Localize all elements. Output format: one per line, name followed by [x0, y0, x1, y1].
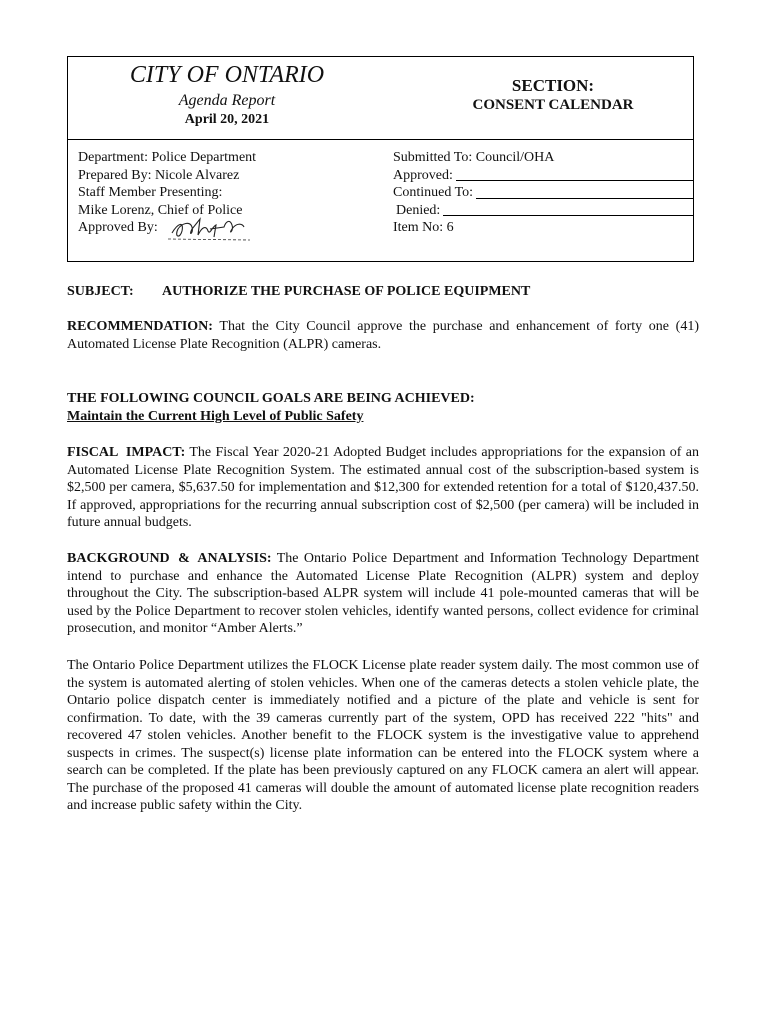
department-line: Department: Police Department [78, 150, 257, 165]
recommendation-paragraph [67, 318, 699, 353]
approved-by-row [78, 219, 378, 237]
denied-label: Denied: [396, 202, 441, 218]
approved-field [393, 167, 693, 185]
goal-item: Maintain the Current High Level of Public Safety [67, 408, 364, 424]
approved-by-line: Approved By: [78, 220, 158, 235]
recommendation-text: That the City Council approve the purchase and enhancement of forty one (41) Automated License Plate Recognition (ALPR) cameras. [67, 319, 699, 352]
section-label: SECTION: [511, 76, 595, 95]
denied-field [393, 202, 693, 220]
item-number: Item No: 6 [393, 220, 454, 235]
goals-heading: THE FOLLOWING COUNCIL GOALS ARE BEING ACHIEVED: [67, 391, 475, 406]
continued-to-label: Continued To: [393, 185, 474, 200]
section-value: CONSENT CALENDAR [472, 97, 634, 113]
subject-text: AUTHORIZE THE PURCHASE OF POLICE EQUIPMENT [162, 284, 531, 299]
header-title-row [68, 57, 693, 140]
subject-label: SUBJECT: [67, 284, 134, 299]
presenter-line: Mike Lorenz, Chief of Police [78, 202, 243, 218]
prepared-by-line: Prepared By: Nicole Alvarez [78, 167, 240, 183]
continued-to-field [393, 184, 693, 202]
fiscal-impact-label: FISCAL IMPACT: [67, 445, 186, 460]
council-goals [67, 390, 699, 425]
subject-line [67, 283, 699, 301]
report-type: Agenda Report [178, 92, 276, 109]
background-paragraph [67, 550, 699, 638]
background-label: BACKGROUND & ANALYSIS: [67, 551, 272, 566]
denied-blank [443, 214, 693, 216]
department-info [78, 149, 378, 237]
approved-label: Approved: [393, 167, 453, 183]
fiscal-impact-paragraph [67, 444, 699, 532]
report-header-box [67, 56, 694, 262]
submitted-to-line: Submitted To: Council/OHA [393, 150, 555, 165]
fiscal-impact-text: The Fiscal Year 2020-21 Adopted Budget includes appropriations for the expansion of an Automated License Plate Recognition System. The estimated annual cost of the subscription-based system is $2,500 per camera, $5,637.50 for implementation and $12,300 for extended retention for a total of $120,437.50. If approved, appropriations for the recurring annual subscription cost of $2,500 (per camera) will be included in future annual budgets. [67, 445, 700, 530]
report-date: April 20, 2021 [184, 112, 270, 127]
background-text: The Ontario Police Department and Information Technology Department intend to purchase and enhance the Automated License Plate Recognition (ALPR) system and deploy throughout the City. The subscription-based ALPR system will include 41 pole-mounted cameras that will be used by the Police Department to recover stolen vehicles, identify wanted persons, collect evidence for criminal prosecution, and monitor “Amber Alerts.” [67, 551, 699, 636]
submission-info [393, 149, 693, 237]
recommendation-label: RECOMMENDATION: [67, 319, 213, 334]
signature-image [166, 213, 258, 243]
analysis-paragraph: The Ontario Police Department utilizes the FLOCK License plate reader system daily. The most common use of the system is automated alerting of stolen vehicles. When one of the cameras detects a stolen vehicle plate, the Ontario police dispatch center is immediately notified and a picture of the plate and vehicle is sent for confirmation. To date, with the 39 cameras currently part of the system, OPD has received 222 "hits" and recovered 47 stolen vehicles. Another benefit to the FLOCK system is the investigative value to apprehend suspects in crimes. The suspect(s) license plate information can be entered into the FLOCK system where a search can be completed. If the plate has been previously captured on any FLOCK camera an alert will appear. The purchase of the proposed 41 cameras will double the amount of automated license plate recognition readers and increase public safety within the City. [67, 658, 699, 813]
continued-to-blank [476, 197, 693, 199]
approved-blank [456, 179, 693, 181]
staff-member-line: Staff Member Presenting: [78, 185, 223, 200]
city-title: CITY OF ONTARIO [129, 62, 325, 88]
